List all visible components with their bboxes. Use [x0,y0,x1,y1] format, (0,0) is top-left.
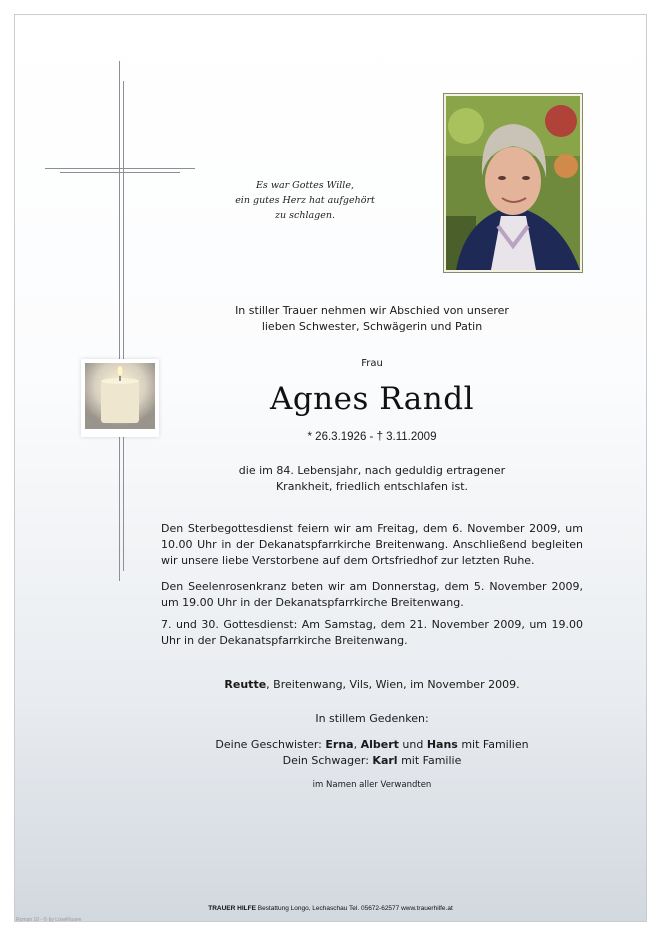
separator: , [353,738,361,751]
deceased-name: Agnes Randl [269,381,475,417]
intro-text [161,303,583,335]
passing-line: die im 84. Lebensjahr, nach geduldig ertragener [238,464,506,477]
mourners-suffix: mit Familien [457,738,529,751]
passing-line: Krankheit, friedlich entschlafen ist. [275,480,469,493]
mourners-prefix: Dein Schwager: [282,754,373,767]
place-bold: Reutte [224,678,267,691]
credit-text: Roman 10 - © by LöseKlusen [16,917,82,923]
mourners [161,737,583,769]
portrait-image [446,96,580,270]
place-rest: , Breitenwang, Vils, Wien, im November 2009. [266,678,520,691]
service-paragraph: Den Seelenrosenkranz beten wir am Donnerstag, dem 5. November 2009, um 19.00 Uhr in der Dekanatspfarrkirche Breitenwang. [161,580,583,609]
mourners-suffix: mit Familie [397,754,462,767]
service-paragraph: Den Sterbegottesdienst feiern wir am Freitag, dem 6. November 2009, um 10.00 Uhr in der Dekanatspfarrkirche Breitenwang. Anschließend begleiten wir unsere liebe Verstorbene auf dem Ortsfriedhof zur letzten Ruhe. [161,522,583,567]
mourner-name: Karl [372,754,398,767]
quote-line: Es war Gottes Wille, [255,180,354,191]
obituary-card [14,14,647,922]
separator: und [398,738,427,751]
mourner-name: Hans [426,738,458,751]
quote [230,178,380,223]
place-date [161,677,583,693]
mourners-prefix: Deine Geschwister: [215,738,326,751]
salutation: Frau [361,358,383,369]
life-dates: * 26.3.1926 - † 3.11.2009 [307,431,437,443]
passing-text [161,463,583,495]
service-paragraph: 7. und 30. Gottesdienst: Am Samstag, dem 21. November 2009, um 19.00 Uhr in der Dekanatspfarrkirche Breitenwang. [161,618,583,647]
cross-horizontal-line [45,168,195,169]
quote-line: zu schlagen. [274,210,335,221]
relatives-note: im Namen aller Verwandten [312,780,432,790]
mourners-line [161,753,583,769]
mourners-line [161,737,583,753]
footer [0,905,661,912]
candle-icon [81,359,159,437]
portrait-photo [443,93,583,273]
memorial-heading: In stillem Gedenken: [315,712,429,725]
candle-picture [81,359,159,437]
cross-horizontal-line [60,172,180,173]
cross-vertical-line [119,61,120,581]
mourner-name: Erna [325,738,354,751]
quote-line: ein gutes Herz hat aufgehört [235,195,375,206]
footer-text: Bestattung Longo, Lechaschau Tel. 05672-62577 www.trauerhilfe.at [255,905,453,912]
mourner-name: Albert [360,738,399,751]
intro-line: In stiller Trauer nehmen wir Abschied von unserer [235,304,509,317]
intro-line: lieben Schwester, Schwägerin und Patin [261,320,483,333]
cross-vertical-line [123,81,124,571]
footer-brand: TRAUER HILFE [208,905,256,912]
